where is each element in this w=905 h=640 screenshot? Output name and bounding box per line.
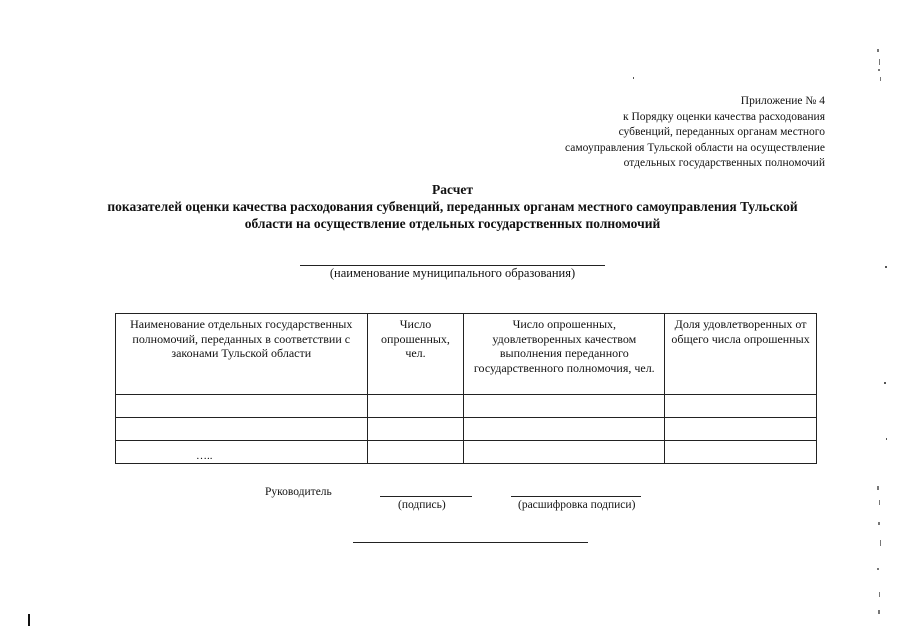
table-cell xyxy=(464,441,665,464)
signature-decode-blank-line xyxy=(511,496,641,497)
header-cell-share: Доля удовлетворенных от общего числа опрошенных xyxy=(665,314,817,395)
table-cell-ellipsis: ….. xyxy=(116,441,368,464)
table-cell xyxy=(665,418,817,441)
appendix-line: субвенций, переданных органам местного xyxy=(618,126,825,138)
table-cell xyxy=(367,395,464,418)
scan-speck xyxy=(885,266,887,268)
table-cell xyxy=(665,441,817,464)
appendix-line: отдельных государственных полномочий xyxy=(623,157,825,169)
scan-mark xyxy=(28,614,30,626)
table-cell xyxy=(367,441,464,464)
table-header-row xyxy=(116,314,817,395)
table-cell xyxy=(116,395,368,418)
table-cell xyxy=(665,395,817,418)
scan-noise-edge xyxy=(875,480,883,630)
title-line-2: показателей оценки качества расходования субвенций, переданных органам местного самоуправления Тульской xyxy=(107,199,798,214)
scan-noise-edge xyxy=(875,45,883,95)
header-cell-powers: Наименование отдельных государственных полномочий, переданных в соответствии с законами Тульской области xyxy=(116,314,368,395)
header-cell-satisfied: Число опрошенных, удовлетворенных качеством выполнения переданного государственного полномочия, чел. xyxy=(464,314,665,395)
scan-speck xyxy=(633,77,634,79)
appendix-line: к Порядку оценки качества расходования xyxy=(623,110,825,123)
document-title xyxy=(0,181,905,232)
table-cell xyxy=(464,418,665,441)
signature-decode-caption: (расшифровка подписи) xyxy=(518,499,636,511)
appendix-line: самоуправления Тульской области на осуществление xyxy=(565,141,825,154)
signature-caption: (подпись) xyxy=(398,499,446,511)
bottom-blank-line xyxy=(353,542,588,543)
signature-role-label: Руководитель xyxy=(265,486,332,498)
header-cell-surveyed: Число опрошенных, чел. xyxy=(367,314,464,395)
municipality-caption: (наименование муниципального образования) xyxy=(329,266,576,280)
title-line-1: Расчет xyxy=(432,182,473,197)
appendix-line: Приложение № 4 xyxy=(740,95,825,107)
appendix-header xyxy=(565,94,825,172)
table-cell xyxy=(464,395,665,418)
title-line-3: области на осуществление отдельных государственных полномочий xyxy=(244,216,661,231)
table-cell xyxy=(116,418,368,441)
table-row xyxy=(116,418,817,441)
table-cell xyxy=(367,418,464,441)
scan-speck xyxy=(884,382,886,384)
signature-blank-line xyxy=(380,496,472,497)
report-table xyxy=(115,313,817,464)
scan-speck xyxy=(886,438,887,440)
table-row xyxy=(116,395,817,418)
table-row xyxy=(116,441,817,464)
